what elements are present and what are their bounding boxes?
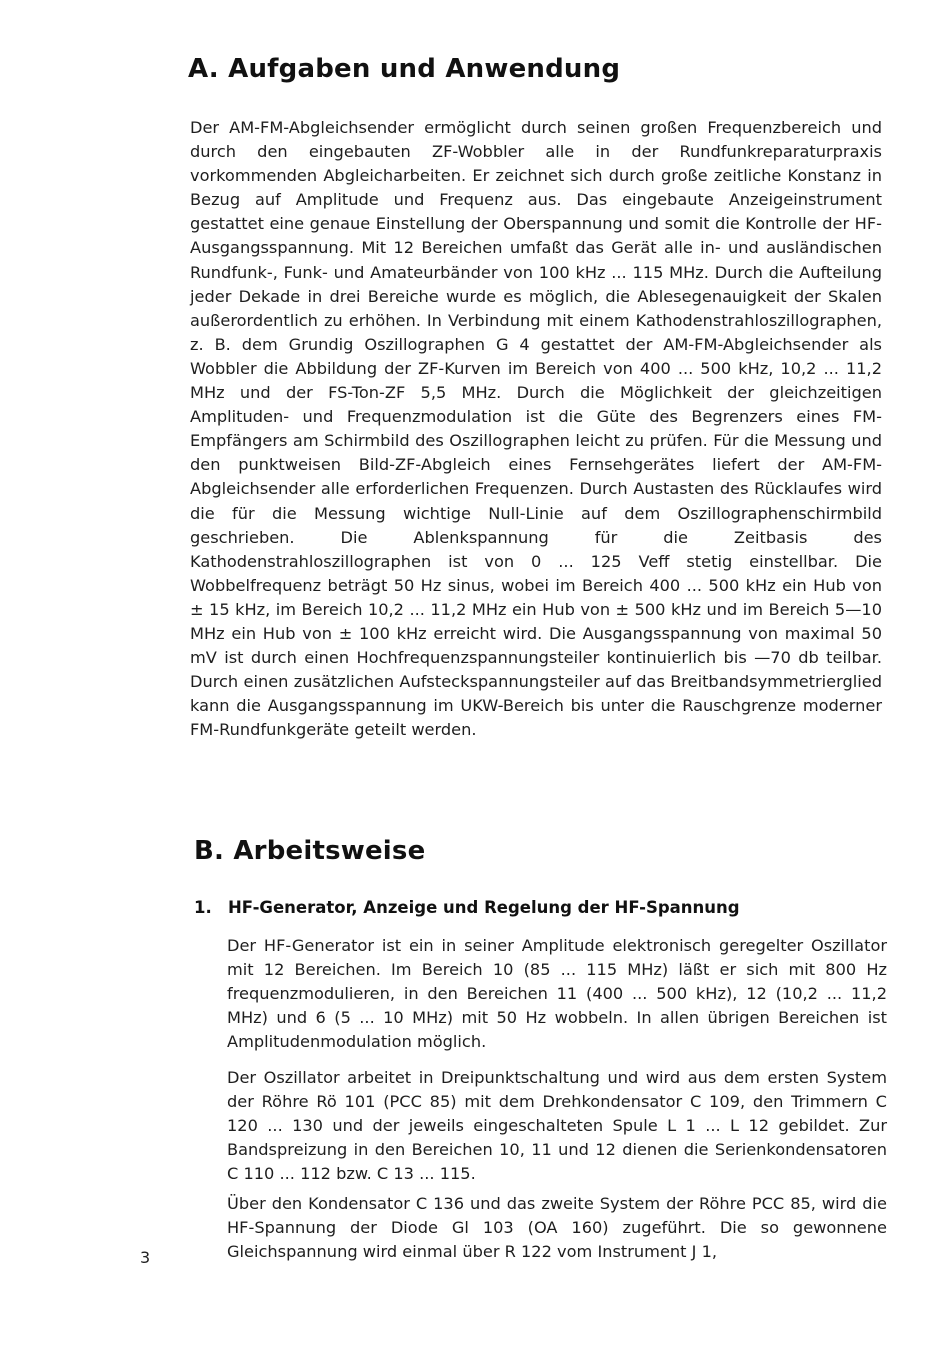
section-b-paragraph-3: Über den Kondensator C 136 und das zweite System der Röhre PCC 85, wird die HF-Spannung der Diode Gl 103 (OA 160) zugeführt. Die so gewonnene Gleichspannung wird einmal über R 122 vom Instrument J 1,	[227, 1194, 887, 1262]
subsection-heading	[194, 898, 740, 917]
section-a-paragraph: Der AM-FM-Abgleichsender ermöglicht durch seinen großen Frequenzbereich und durch den eingebauten ZF-Wobbler alle in der Rundfunkreparaturpraxis vorkommenden Abgleicharbeiten. Er zeichnet sich durch große zeitliche Konstanz in Bezug auf Amplitude und Frequenz aus. Das eingebaute Anzeigeinstrument gestattet eine genaue Einstellung der Oberspannung und somit die Kontrolle der HF-Ausgangsspannung. Mit 12 Bereichen umfaßt das Gerät alle in- und ausländischen Rundfunk-, Funk- und Amateurbänder von 100 kHz ... 115 MHz. Durch die Aufteilung jeder Dekade in drei Bereiche wurde es möglich, die Ablesegenauigkeit der Skalen außerordentlich zu erhöhen. In Verbindung mit einem Kathodenstrahloszillographen, z. B. dem Grundig Oszillographen G 4 gestattet der AM-FM-Abgleichsender als Wobbler die Abbildung der ZF-Kurven im Bereich von 400 ... 500 kHz, 10,2 ... 11,2 MHz und der FS-Ton-ZF 5,5 MHz. Durch die Möglichkeit der gleichzeitigen Amplituden- und Frequenzmodulation ist die Güte des Begrenzers eines FM-Empfängers am Schirmbild des Oszillographen leicht zu prüfen. Für die Messung und den punktweisen Bild-ZF-Abgleich eines Fernsehgerätes liefert der AM-FM-Abgleichsender alle erforderlichen Frequenzen. Durch Austasten des Rücklaufes wird die für die Messung wichtige Null-Linie auf dem Oszillographenschirmbild geschrieben. Die Ablenkspannung für die Zeitbasis des Kathodenstrahloszillographen ist von 0 ... 125 Veff stetig einstellbar. Die Wobbelfrequenz beträgt 50 Hz sinus, wobei im Bereich 400 ... 500 kHz ein Hub von ± 15 kHz, im Bereich 10,2 ... 11,2 MHz ein Hub von ± 500 kHz und im Bereich 5—10 MHz ein Hub von ± 100 kHz erreicht wird. Die Ausgangsspannung von maximal 50 mV ist durch einen Hochfrequenzspannungsteiler kontinuierlich bis —70 db teilbar. Durch einen zusätzlichen Aufsteckspannungsteiler auf das Breitbandsymmetrierglied kann die Ausgangsspannung im UKW-Bereich bis unter die Rauschgrenze moderner FM-Rundfunkgeräte geteilt werden.	[190, 118, 882, 740]
section-a-title: A. Aufgaben und Anwendung	[188, 54, 621, 84]
section-b-paragraph-1: Der HF-Generator ist ein in seiner Amplitude elektronisch geregelter Oszillator mit 12 Bereichen. Im Bereich 10 (85 ... 115 MHz) läßt er sich mit 800 Hz frequenzmodulieren, in den Bereichen 11 (400 ... 500 kHz), 12 (10,2 ... 11,2 MHz) und 6 (5 ... 10 MHz) mit 50 Hz wobbeln. In allen übrigen Bereichen ist Amplitudenmodulation möglich.	[227, 936, 887, 1052]
section-b-title: B. Arbeitsweise	[194, 836, 426, 866]
subsection-title: HF-Generator, Anzeige und Regelung der HF-Spannung	[228, 898, 740, 917]
page-number: 3	[140, 1248, 151, 1267]
subsection-number: 1.	[194, 898, 212, 917]
section-b-paragraph-2: Der Oszillator arbeitet in Dreipunktschaltung und wird aus dem ersten System der Röhre Rö 101 (PCC 85) mit dem Drehkondensator C 109, den Trimmern C 120 ... 130 und der jeweils eingeschalteten Spule L 1 ... L 12 gebildet. Zur Bandspreizung in den Bereichen 10, 11 und 12 dienen die Serienkondensatoren C 110 ... 112 bzw. C 13 ... 115.	[227, 1068, 887, 1184]
